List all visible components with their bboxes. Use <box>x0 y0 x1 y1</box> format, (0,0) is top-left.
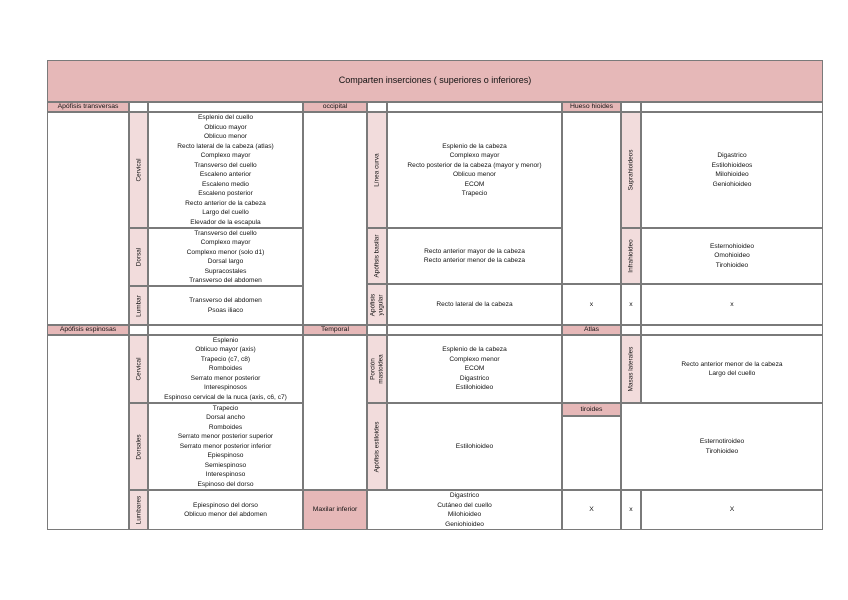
empty-cell <box>303 335 367 490</box>
label-transversas-cervical: Cervical <box>129 112 148 228</box>
empty-cell <box>562 416 621 490</box>
label-apofisis-estiloides: Apófisis estiloides <box>367 403 387 490</box>
header-blank <box>387 325 562 335</box>
muscles-masas-laterales: Recto anterior menor de la cabeza Largo del cuello <box>641 335 823 403</box>
header-temporal: Temporal <box>303 325 367 335</box>
header-blank <box>148 325 303 335</box>
header-blank <box>367 102 387 112</box>
label-transversas-lumbar: Lumbar <box>129 286 148 325</box>
muscles-espinosas-cervical: Esplenio Oblicuo mayor (axis) Trapecio (c7, c8) Romboides Serrato menor posterior Interespinosos Espinoso cervical de la nuca (axis, c6, c7) <box>148 335 303 403</box>
label-espinosas-dorsales: Dorsales <box>129 403 148 490</box>
header-blank <box>129 102 148 112</box>
header-blank <box>148 102 303 112</box>
header-tiroides: tiroides <box>562 403 621 416</box>
muscles-apofisis-yugular: Recto lateral de la cabeza <box>387 284 562 325</box>
header-occipital: occipital <box>303 102 367 112</box>
muscles-transversas-cervical: Esplenio del cuello Oblicuo mayor Oblicuo menor Recto lateral de la cabeza (atlas) Complexo mayor Transverso del cuello Escaleno anterior Escaleno medio Escaleno posterior Recto anterior de la cabeza Largo del cuello Elevador de la escapula <box>148 112 303 228</box>
muscles-linea-curva: Esplenio de la cabeza Complexo mayor Recto posterior de la cabeza (mayor y menor) Oblicuo menor ECOM Trapecio <box>387 112 562 228</box>
label-porcion-mastoidea: Porción mastoidea <box>367 335 387 403</box>
muscles-apofisis-estiloides: Estilohioideo <box>387 403 562 490</box>
label-linea-curva: Línea curva <box>367 112 387 228</box>
header-blank <box>367 325 387 335</box>
header-apofisis-espinosas: Apófisis espinosas <box>47 325 129 335</box>
muscles-suprahioideos: Digastrico Estilohioideos Milohioideo Geniohioideo <box>641 112 823 228</box>
header-blank <box>621 325 641 335</box>
mark-x: X <box>562 490 621 530</box>
mark-x: x <box>562 284 621 325</box>
label-apofisis-yugular: Apófisis yugular <box>367 284 387 325</box>
header-blank <box>387 102 562 112</box>
header-apofisis-transversas: Apófisis transversas <box>47 102 129 112</box>
muscles-espinosas-dorsales: Trapecio Dorsal ancho Romboides Serrato menor posterior superior Serrato menor posterior inferior Epiespinoso Semiespinoso Interespinoso Espinoso del dorso <box>148 403 303 490</box>
muscles-apofisis-basilar: Recto anterior mayor de la cabeza Recto anterior menor de la cabeza <box>387 228 562 284</box>
label-espinosas-cervical: Cervical <box>129 335 148 403</box>
empty-cell <box>303 112 367 325</box>
mark-x: X <box>641 490 823 530</box>
muscles-espinosas-lumbares: Epiespinoso del dorso Oblicuo menor del abdomen <box>148 490 303 530</box>
label-suprahioideos: Suprahioideos <box>621 112 641 228</box>
muscles-porcion-mastoidea: Esplenio de la cabeza Complexo menor ECOM Digastrico Estilohioideo <box>387 335 562 403</box>
header-blank <box>621 102 641 112</box>
label-espinosas-lumbares: Lumbares <box>129 490 148 530</box>
empty-cell <box>47 112 129 325</box>
header-maxilar-inferior: Maxilar inferior <box>303 490 367 530</box>
header-blank <box>129 325 148 335</box>
label-transversas-dorsal: Dorsal <box>129 228 148 286</box>
label-masas-laterales: Masas laterales <box>621 335 641 403</box>
muscles-transversas-dorsal: Transverso del cuello Complexo mayor Complexo menor (solo d1) Dorsal largo Supracostales Transverso del abdomen <box>148 228 303 286</box>
muscles-maxilar-inferior: Digastrico Cutáneo del cuello Milohioideo Geniohioideo <box>367 490 562 530</box>
empty-cell <box>562 112 621 284</box>
header-hueso-hioides: Hueso hioides <box>562 102 621 112</box>
label-infrahioideo: Infrahioideo <box>621 228 641 284</box>
header-blank <box>641 102 823 112</box>
mark-x: x <box>621 284 641 325</box>
muscles-infrahioideo: Esternohioideo Omohioideo Tirohioideo <box>641 228 823 284</box>
muscles-tiroides: Esternotiroideo Tirohioideo <box>621 403 823 490</box>
table-title: Comparten inserciones ( superiores o inferiores) <box>47 60 823 102</box>
header-atlas: Atlas <box>562 325 621 335</box>
label-apofisis-basilar: Apófisis basilar <box>367 228 387 284</box>
header-blank <box>641 325 823 335</box>
muscles-transversas-lumbar: Transverso del abdomen Psoas iliaco <box>148 286 303 325</box>
empty-cell <box>47 335 129 530</box>
mark-x: x <box>641 284 823 325</box>
mark-x: x <box>621 490 641 530</box>
empty-cell <box>562 335 621 403</box>
